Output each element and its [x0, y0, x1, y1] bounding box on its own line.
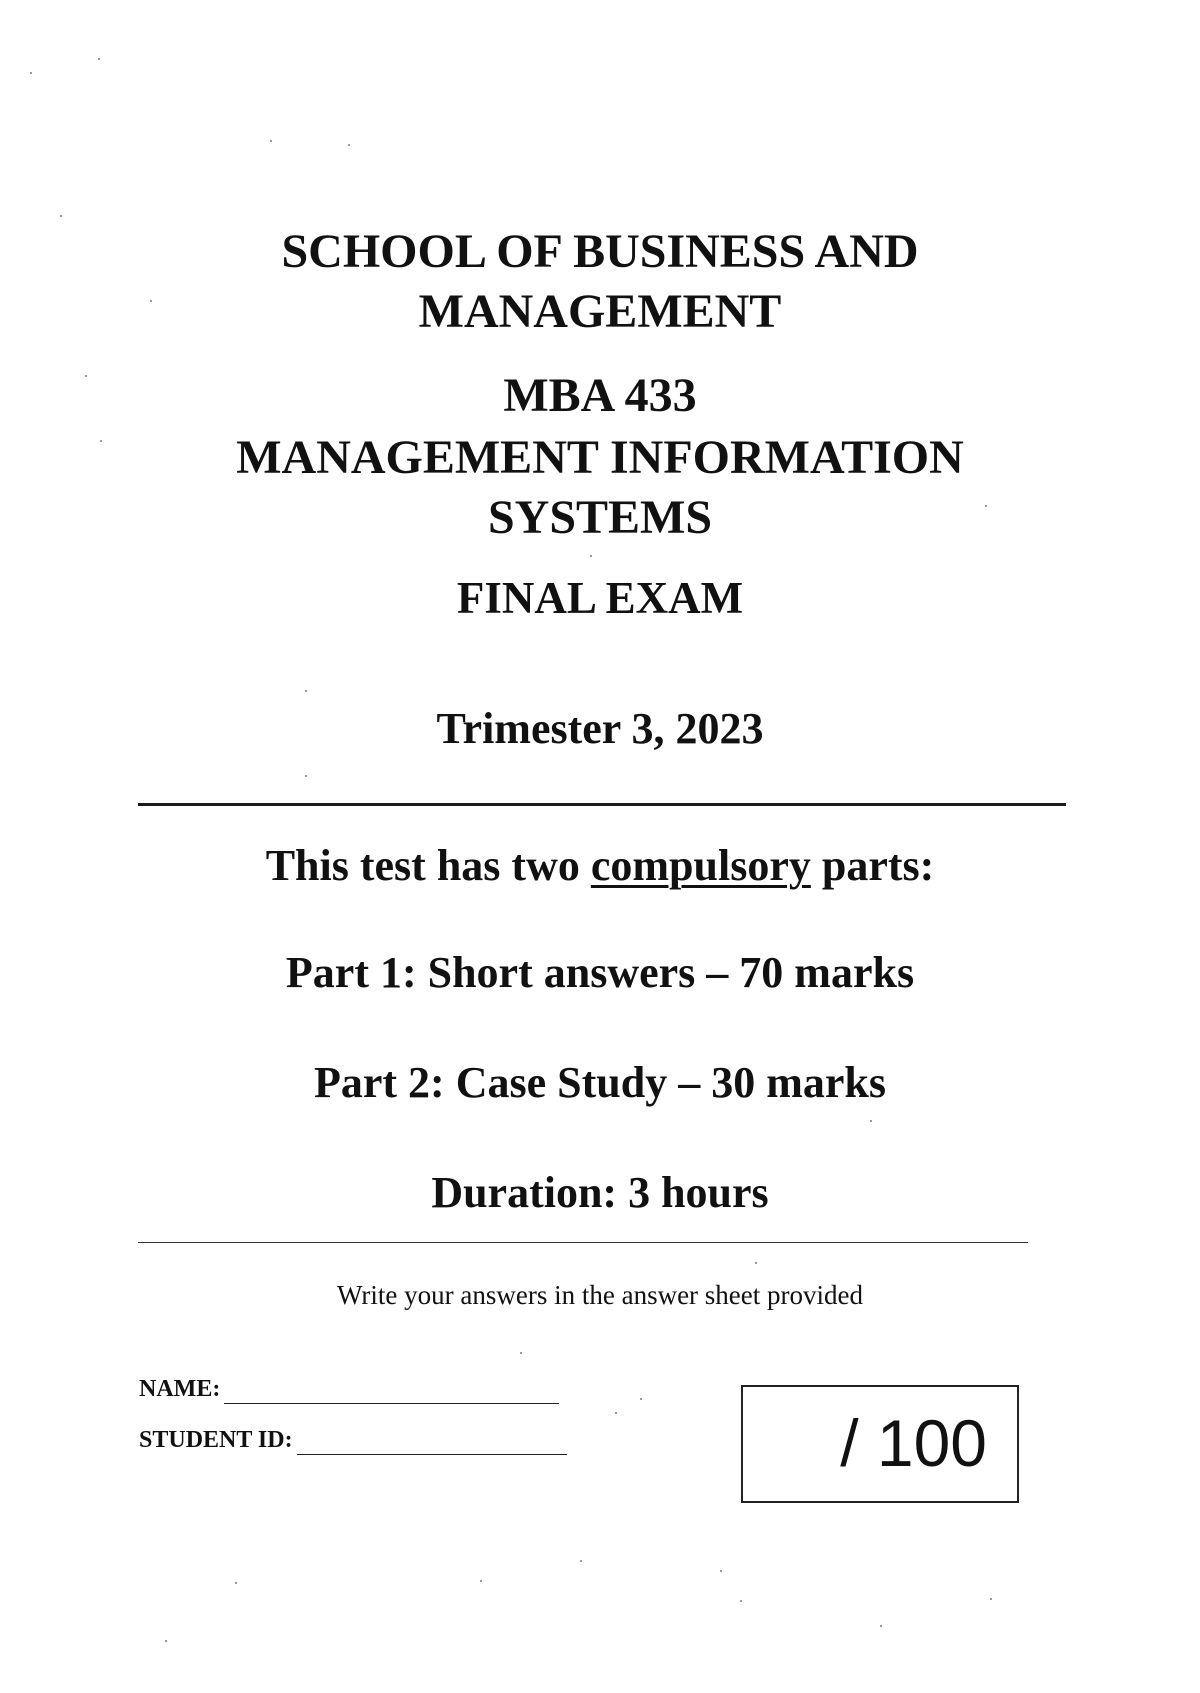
top-divider [138, 803, 1066, 806]
scan-speck [150, 300, 152, 302]
scan-speck [615, 1412, 617, 1414]
bottom-divider [138, 1242, 1028, 1243]
course-title-line2: SYSTEMS [487, 491, 713, 544]
exam-duration: Duration: 3 hours [431, 1168, 769, 1217]
statement-emphasis: compulsory [590, 841, 811, 890]
score-box [741, 1385, 1019, 1503]
scan-speck [880, 1625, 882, 1627]
scan-speck [870, 1120, 872, 1122]
score-total: / 100 [840, 1406, 987, 1480]
scan-speck [990, 1598, 992, 1600]
scan-speck [520, 1352, 522, 1354]
scan-speck [85, 375, 87, 377]
scan-speck [165, 1640, 167, 1642]
scan-speck [305, 775, 307, 777]
part1-description: Part 1: Short answers – 70 marks [285, 948, 915, 997]
scan-speck [720, 1570, 722, 1572]
statement-after: parts: [810, 841, 935, 890]
scan-speck [755, 1262, 757, 1264]
scan-speck [740, 1600, 742, 1602]
scan-speck [640, 1398, 642, 1400]
scan-speck [30, 72, 32, 74]
scan-speck [270, 140, 272, 142]
scan-speck [985, 505, 987, 507]
statement-before: This test has two [265, 841, 591, 890]
answer-instruction: Write your answers in the answer sheet provided [337, 1280, 863, 1310]
exam-type: FINAL EXAM [456, 573, 744, 623]
student-id-label: STUDENT ID: [139, 1427, 293, 1453]
school-name-line1: SCHOOL OF BUSINESS AND [281, 225, 919, 278]
student-id-field [139, 1425, 567, 1455]
name-label: NAME: [139, 1376, 221, 1402]
scan-speck [305, 690, 307, 692]
scan-speck [60, 215, 62, 217]
course-title-line1: MANAGEMENT INFORMATION [236, 431, 964, 484]
name-blank-line[interactable] [224, 1381, 559, 1404]
scan-speck [98, 58, 100, 60]
name-field [139, 1374, 559, 1404]
scan-speck [590, 555, 592, 557]
scan-speck [235, 1582, 237, 1584]
exam-term: Trimester 3, 2023 [436, 704, 764, 753]
course-title [0, 428, 1200, 548]
scan-speck [348, 144, 350, 146]
school-name-line2: MANAGEMENT [418, 285, 782, 338]
parts-statement [0, 838, 1200, 894]
part2-description: Part 2: Case Study – 30 marks [314, 1058, 886, 1107]
scan-speck [580, 1560, 582, 1562]
student-id-blank-line[interactable] [297, 1432, 567, 1455]
course-code: MBA 433 [503, 369, 697, 422]
scan-speck [100, 440, 102, 442]
scan-speck [480, 1580, 482, 1582]
school-name [0, 222, 1200, 342]
